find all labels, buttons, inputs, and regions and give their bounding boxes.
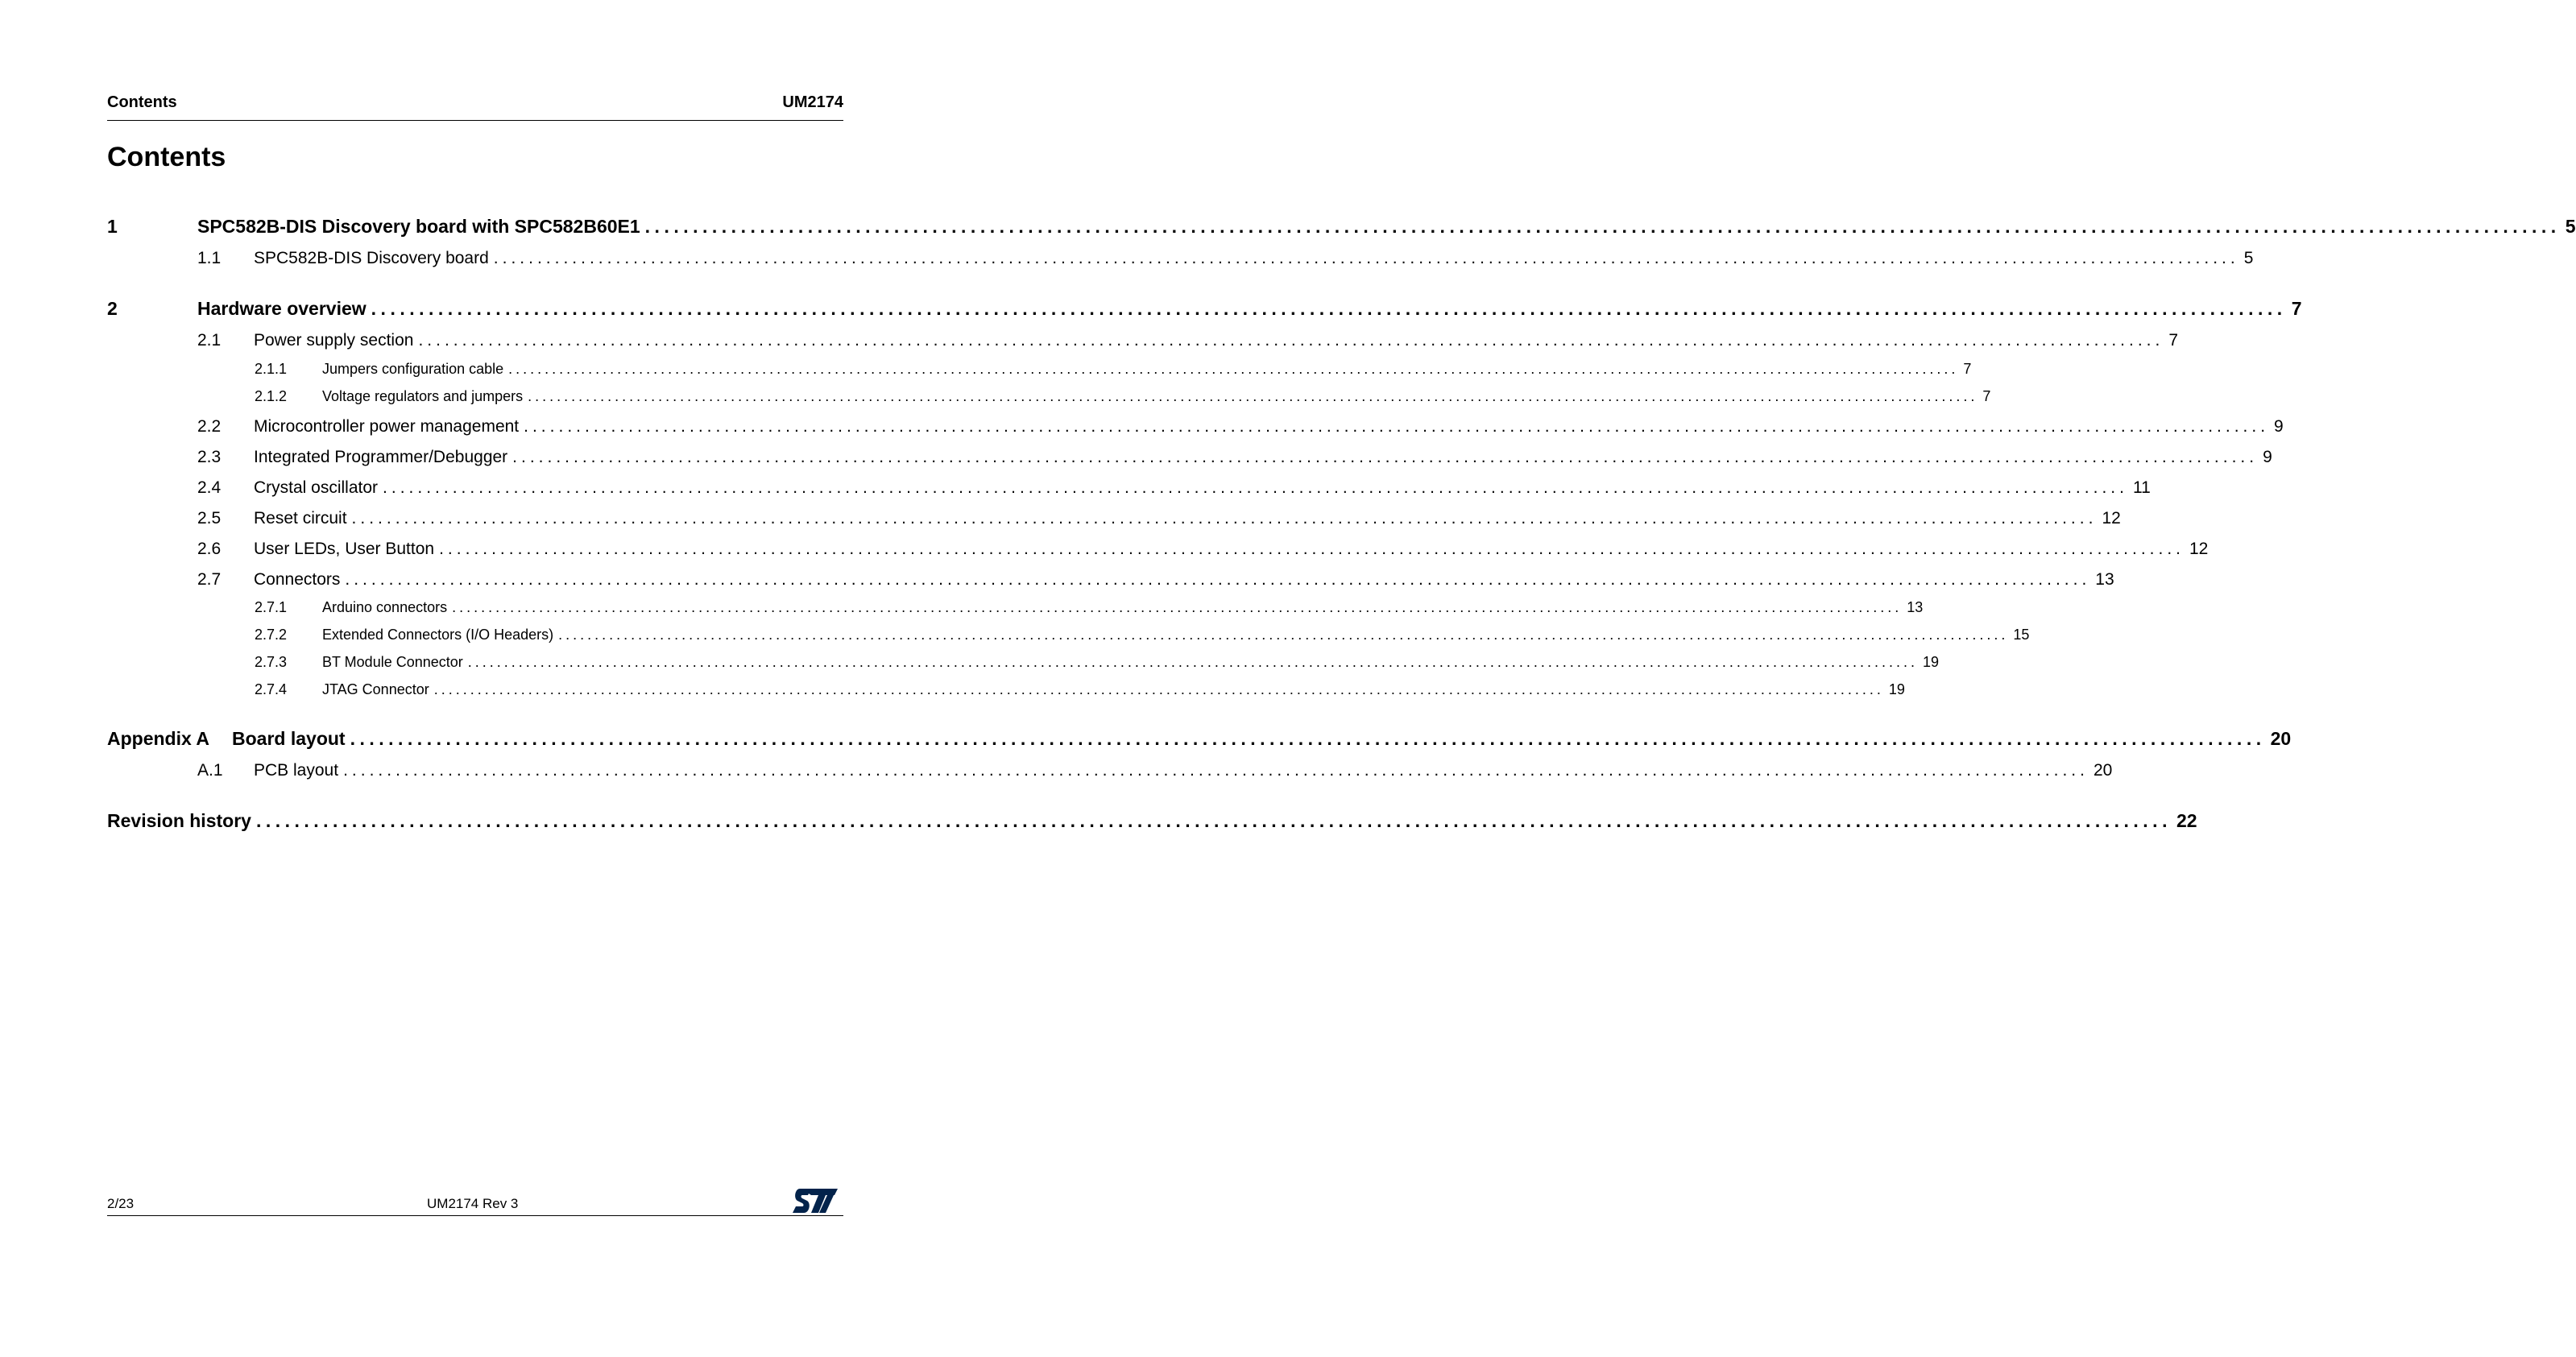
- toc-entry[interactable]: [197, 540, 2209, 559]
- toc-entry-page: 15: [2013, 627, 2030, 643]
- toc-entry-page: 12: [2189, 540, 2209, 558]
- toc-entry-title: JTAG Connector: [322, 681, 429, 697]
- toc-entry-page: 12: [2102, 509, 2121, 527]
- toc-leader-dots: ........................................................................................................................................................................................................: [644, 216, 2561, 237]
- header-section: Contents: [107, 93, 177, 111]
- toc-entry[interactable]: [107, 216, 2576, 238]
- toc-entry-number: 2.7: [197, 570, 222, 589]
- toc-entry-page: 19: [1922, 654, 1939, 670]
- page-header: [107, 93, 843, 121]
- toc-entry-title: Crystal oscillator: [254, 478, 379, 497]
- toc-entry[interactable]: [255, 654, 1939, 671]
- toc-entry-title: Hardware overview: [197, 298, 367, 319]
- toc-leader-dots: ........................................................................................................................................................................................................: [508, 361, 1959, 377]
- toc-entry-title: Voltage regulators and jumpers: [322, 388, 524, 404]
- toc-leader-dots: ........................................................................................................................................................................................................: [418, 331, 2164, 350]
- page-footer: [107, 1192, 843, 1216]
- toc-entry[interactable]: [197, 570, 2114, 590]
- toc-leader-dots: ........................................................................................................................................................................................................: [351, 509, 2098, 527]
- toc-entry-page: 13: [2095, 570, 2114, 589]
- footer-revision: UM2174 Rev 3: [427, 1196, 519, 1211]
- toc-entry-number: A.1: [197, 761, 223, 780]
- toc-entry-page: 19: [1888, 681, 1905, 697]
- toc-entry-title: SPC582B-DIS Discovery board: [254, 249, 489, 267]
- toc-entry[interactable]: [197, 509, 2121, 528]
- toc-entry-number: 2: [107, 298, 118, 319]
- toc-entry-page: 7: [1963, 361, 1972, 377]
- toc-leader-dots: ........................................................................................................................................................................................................: [383, 478, 2128, 497]
- toc-entry-number: 2.7.2: [255, 627, 288, 643]
- toc-entry-number: 2.1.2: [255, 388, 288, 404]
- toc-entry-page: 9: [2263, 448, 2272, 466]
- toc-entry-page: 7: [1982, 388, 1991, 404]
- toc-entry[interactable]: [107, 728, 2292, 750]
- toc-entry-number: 1: [107, 216, 118, 237]
- toc-entry[interactable]: [197, 417, 2284, 436]
- toc-entry-number: 2.6: [197, 540, 222, 558]
- toc-entry[interactable]: [255, 627, 2030, 643]
- toc-entry-number: 2.2: [197, 417, 222, 436]
- toc-entry-page: 20: [2093, 761, 2113, 780]
- toc-entry-title: PCB layout: [254, 761, 339, 780]
- toc-entry[interactable]: [255, 599, 1924, 616]
- toc-entry-page: 11: [2132, 478, 2151, 497]
- toc-entry-title: Jumpers configuration cable: [322, 361, 504, 377]
- toc-entry[interactable]: [255, 681, 1905, 698]
- toc-entry[interactable]: [255, 361, 1972, 378]
- toc-entry[interactable]: [107, 298, 2302, 320]
- toc-leader-dots: ........................................................................................................................................................................................................: [343, 761, 2089, 780]
- toc-leader-dots: ........................................................................................................................................................................................................: [371, 298, 2287, 319]
- toc-leader-dots: ........................................................................................................................................................................................................: [433, 681, 1884, 697]
- toc-entry-number: 2.4: [197, 478, 222, 497]
- toc-leader-dots: ........................................................................................................................................................................................................: [439, 540, 2185, 558]
- toc-entry-title: Board layout: [232, 728, 346, 749]
- toc-entry-number: 1.1: [197, 249, 222, 267]
- toc-entry[interactable]: [197, 249, 2254, 268]
- toc-entry-number: Appendix A: [107, 728, 209, 749]
- toc-entry-number: 2.1: [197, 331, 222, 350]
- toc-entry-page: 9: [2274, 417, 2284, 436]
- toc-entry[interactable]: [197, 448, 2272, 467]
- header-doc-id: UM2174: [782, 93, 843, 111]
- st-logo-icon: [792, 1188, 839, 1214]
- toc-entry-page: 20: [2270, 728, 2292, 749]
- toc-leader-dots: ........................................................................................................................................................................................................: [524, 417, 2270, 436]
- toc-entry-number: 2.3: [197, 448, 222, 466]
- toc-entry-title: Microcontroller power management: [254, 417, 520, 436]
- toc-leader-dots: ........................................................................................................................................................................................................: [345, 570, 2091, 589]
- toc-entry-title: SPC582B-DIS Discovery board with SPC582B60E1: [197, 216, 640, 237]
- toc-leader-dots: ........................................................................................................................................................................................................: [350, 728, 2266, 749]
- toc-entry[interactable]: [197, 478, 2151, 498]
- toc-leader-dots: ........................................................................................................................................................................................................: [512, 448, 2259, 466]
- toc-entry-page: 7: [2291, 298, 2302, 319]
- toc-entry[interactable]: [107, 810, 2197, 832]
- toc-entry-title: Arduino connectors: [322, 599, 448, 615]
- toc-entry-title: Revision history: [107, 810, 251, 831]
- toc-entry-title: Integrated Programmer/Debugger: [254, 448, 508, 466]
- toc-leader-dots: ........................................................................................................................................................................................................: [255, 810, 2172, 831]
- toc-leader-dots: ........................................................................................................................................................................................................: [452, 599, 1903, 615]
- toc-entry-page: 5: [2243, 249, 2254, 267]
- toc-entry-number: 2.7.1: [255, 599, 288, 615]
- toc-entry-number: 2.5: [197, 509, 222, 527]
- toc-entry-page: 22: [2176, 810, 2197, 831]
- toc-entry-page: 5: [2565, 216, 2576, 237]
- toc-entry-title: Connectors: [254, 570, 341, 589]
- toc-entry-number: 2.7.3: [255, 654, 288, 670]
- toc-leader-dots: ........................................................................................................................................................................................................: [558, 627, 2009, 643]
- toc-entry-page: 7: [2168, 331, 2179, 350]
- toc-entry-title: BT Module Connector: [322, 654, 463, 670]
- toc-leader-dots: ........................................................................................................................................................................................................: [493, 249, 2239, 267]
- toc-entry[interactable]: [197, 331, 2179, 350]
- footer-page-indicator: 2/23: [107, 1196, 135, 1211]
- toc-entry[interactable]: [255, 388, 1991, 405]
- page-title: Contents: [107, 142, 226, 172]
- toc-entry-title: Power supply section: [254, 331, 414, 350]
- toc-entry-title: User LEDs, User Button: [254, 540, 435, 558]
- toc-entry-title: Extended Connectors (I/O Headers): [322, 627, 554, 643]
- toc-entry-number: 2.7.4: [255, 681, 288, 697]
- toc-leader-dots: ........................................................................................................................................................................................................: [467, 654, 1918, 670]
- toc-entry[interactable]: [197, 761, 2113, 780]
- toc-leader-dots: ........................................................................................................................................................................................................: [528, 388, 1978, 404]
- toc-entry-number: 2.1.1: [255, 361, 288, 377]
- toc-entry-page: 13: [1907, 599, 1924, 615]
- toc-entry-title: Reset circuit: [254, 509, 347, 527]
